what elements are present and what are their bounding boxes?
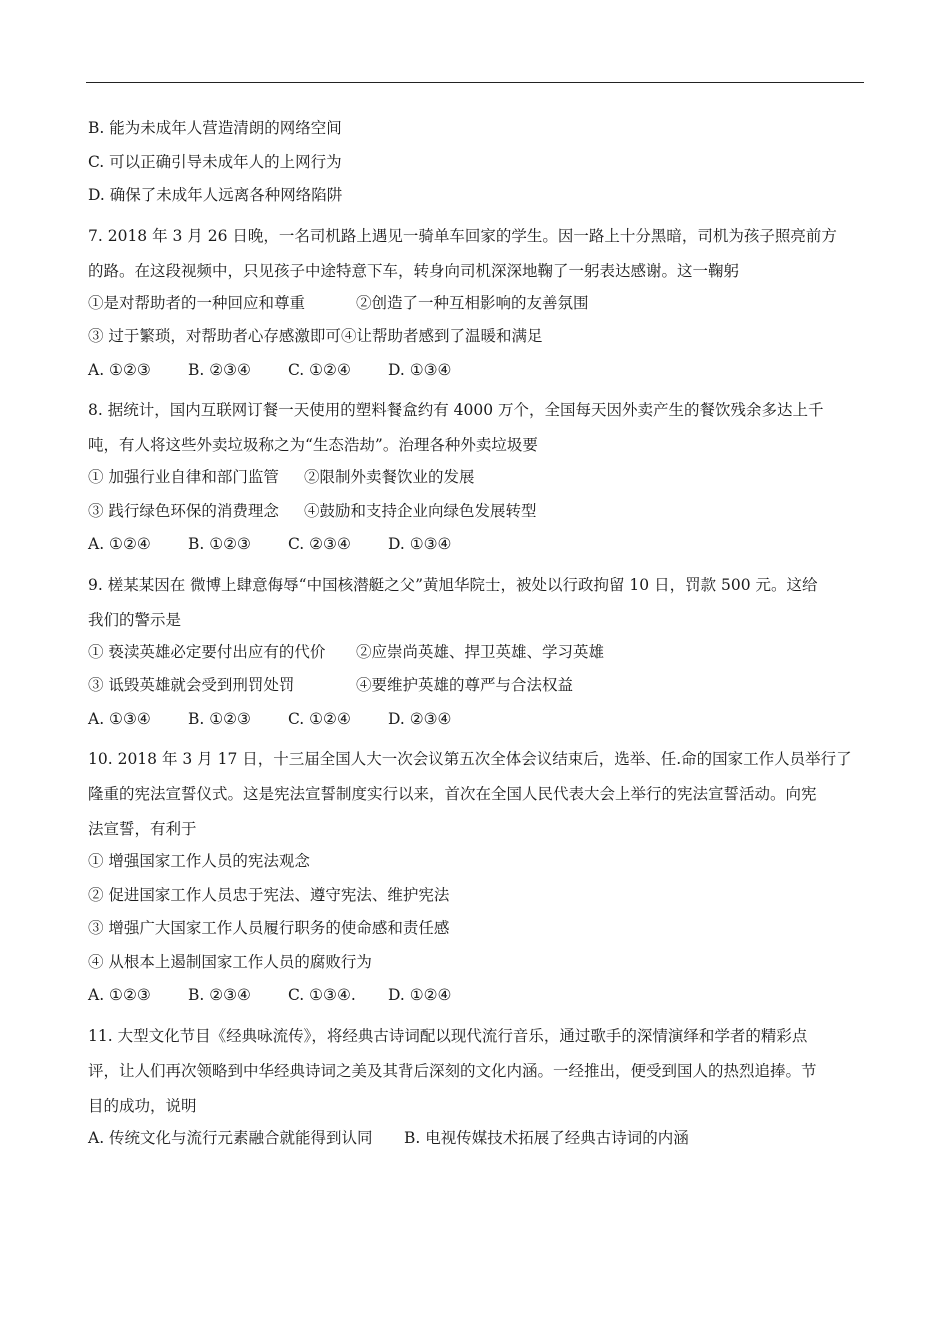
q7-choices [88,360,868,380]
q8-choice-a[interactable]: A. ①②④ [88,535,151,553]
q7-options-row-2 [88,326,868,346]
q7-stem-line: 7. 2018 年 3 月 26 日晚，一名司机路上遇见一骑单车回家的学生。因一路上十分黑暗，司机为孩子照亮前方 [88,226,837,245]
q7-statement-3: ③ 过于繁琐，对帮助者心存感激即可 [88,327,341,345]
q9-choice-d[interactable]: D. ②③④ [388,709,452,728]
q10-stem-line: 10. 2018 年 3 月 17 日，十三届全国人大一次会议第五次全体会议结束后，选举、任.命的国家工作人员举行了 [88,750,852,768]
q9-choices [88,709,868,729]
q9-choice-a[interactable]: A. ①③④ [88,709,151,728]
q8-choice-d[interactable]: D. ①③④ [388,535,452,553]
q11-stem-line: 目的成功，说明 [88,1096,197,1115]
q9-statement-4: ④要维护英雄的尊严与合法权益 [356,676,574,694]
q9-options-row-2 [88,675,868,695]
q8-choices [88,534,868,554]
q8-statement-4: ④鼓励和支持企业向绿色发展转型 [304,501,537,520]
q10-statement-1: ① 增强国家工作人员的宪法观念 [88,852,310,870]
q11-stem [88,1019,868,1124]
q10-statement-4: ④ 从根本上遏制国家工作人员的腐败行为 [88,952,372,971]
q8-stem [88,393,868,463]
q10-stem-line: 隆重的宪法宣誓仪式。这是宪法宣誓制度实行以来，首次在全国人民代表大会上举行的宪法宣誓活动。向宪 [88,785,817,803]
q9-stem-line: 我们的警示是 [88,610,182,629]
q10-choice-a[interactable]: A. ①②③ [88,986,151,1004]
q7-stem [88,219,868,289]
q8-stem-line: 吨，有人将这些外卖垃圾称之为“生态浩劫”。治理各种外卖垃圾要 [88,436,538,454]
q10-choices [88,985,868,1005]
q10-stem-line: 法宣誓，有利于 [88,820,197,838]
q11-stem-line: 评，让人们再次领略到中华经典诗词之美及其背后深刻的文化内涵。一经推出，便受到国人的热烈追捧。节 [88,1061,817,1080]
header-rule [86,82,864,83]
q10-choice-b[interactable]: B. ②③④ [188,986,251,1004]
q8-stem-line: 8. 据统计，国内互联网订餐一天使用的塑料餐盒约有 4000 万个，全国每天因外卖产生的餐饮残余多达上千 [88,401,824,419]
q7-choice-a[interactable]: A. ①②③ [88,360,151,379]
q10-stem [88,742,868,847]
q9-options-row-1 [88,642,868,662]
q8-choice-b[interactable]: B. ①②③ [188,535,251,553]
q8-options-row-2 [88,501,868,521]
q7-choice-d[interactable]: D. ①③④ [388,360,452,379]
q11-options-row [88,1128,868,1148]
q9-stem [88,568,868,638]
q6-option-c: C. 可以正确引导未成年人的上网行为 [88,152,342,171]
q8-statement-1: ① 加强行业自律和部门监管 [88,468,279,486]
q11-choice-b[interactable]: B. 电视传媒技术拓展了经典古诗词的内涵 [404,1128,689,1147]
q10-choice-c[interactable]: C. ①③④. [288,986,356,1004]
q9-choice-c[interactable]: C. ①②④ [288,709,351,728]
q7-choice-b[interactable]: B. ②③④ [188,360,251,379]
page-content [88,118,868,1161]
q9-statement-2: ②应崇尚英雄、捍卫英雄、学习英雄 [356,642,605,661]
q7-options-row-1 [88,293,868,313]
q11-choice-a[interactable]: A. 传统文化与流行元素融合就能得到认同 [88,1128,373,1147]
q10-choice-d[interactable]: D. ①②④ [388,986,452,1004]
q6-option-d: D. 确保了未成年人远离各种网络陷阱 [88,186,343,204]
q7-statement-1: ①是对帮助者的一种回应和尊重 [88,293,306,312]
q7-statement-2: ②创造了一种互相影响的友善氛围 [356,293,589,312]
q7-choice-c[interactable]: C. ①②④ [288,360,351,379]
q8-statement-3: ③ 践行绿色环保的消费理念 [88,501,279,520]
q10-statement-3: ③ 增强广大国家工作人员履行职务的使命感和责任感 [88,919,450,937]
q10-statement-2: ② 促进国家工作人员忠于宪法、遵守宪法、维护宪法 [88,885,450,904]
q8-statement-2: ②限制外卖餐饮业的发展 [304,468,475,486]
q9-stem-line: 9. 槎某某因在 微博上肆意侮辱“中国核潜艇之父”黄旭华院士，被处以行政拘留 10 日，罚款 500 元。这给 [88,575,818,594]
q6-option-b: B. 能为未成年人营造清朗的网络空间 [88,119,342,137]
q8-options-row-1 [88,467,868,487]
q8-choice-c[interactable]: C. ②③④ [288,535,351,553]
q9-choice-b[interactable]: B. ①②③ [188,709,251,728]
q9-statement-1: ① 亵渎英雄必定要付出应有的代价 [88,642,326,661]
q9-statement-3: ③ 诋毁英雄就会受到刑罚处罚 [88,676,295,694]
q7-statement-4: ④让帮助者感到了温暖和满足 [340,327,543,345]
q11-stem-line: 11. 大型文化节目《经典咏流传》，将经典古诗词配以现代流行音乐，通过歌手的深情演绎和学者的精彩点 [88,1026,808,1045]
q7-stem-line: 的路。在这段视频中，只见孩子中途特意下车，转身向司机深深地鞠了一躬表达感谢。这一鞠躬 [88,261,740,280]
